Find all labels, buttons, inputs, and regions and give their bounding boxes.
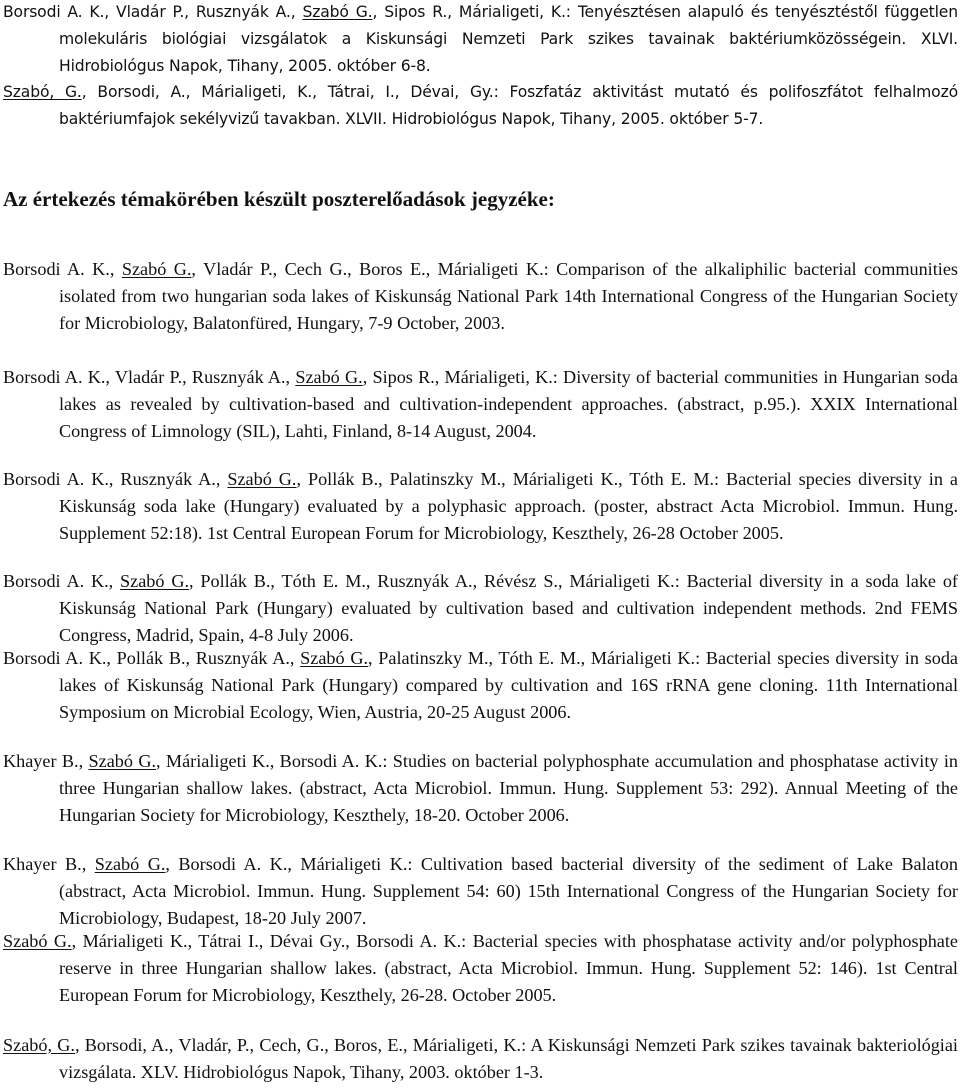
ref-authors-before: Borsodi A. K., Vladár P., Rusznyák A., — [3, 367, 296, 387]
ref-rest: , Sipos R., Márialigeti, K.: Diversity of bacterial communities in Hungarian soda lakes as revealed by cultivation-based and cultivation-independent approaches. (abstract, p.95.). XXIX International Congress of Limnology (SIL), Lahti, Finland, 8-14 August, 2004. — [59, 367, 959, 441]
ref-rest: , Sipos R., Márialigeti, K.: Tenyésztésen alapuló és tenyésztéstől független molekuláris biológiai vizsgálatok a Kiskunsági Nemzeti Park szikes tavainak baktériumközösségein. XLVI. Hidrobiológus Napok, Tihany, 2005. október 6-8. — [59, 3, 958, 75]
ref-authors-before: Borsodi A. K., Rusznyák A., — [3, 469, 228, 489]
ref-authors-before: Borsodi A. K., — [3, 259, 122, 279]
reference-item — [3, 466, 958, 546]
ref-rest: , Pollák B., Palatinszky M., Márialigeti K., Tóth E. M.: Bacterial species diversity in a Kiskunság soda lake (Hungary) evaluated by a polyphasic approach. (poster, abstract Acta Microbiol. Immun. Hung. Supplement 52:18). 1st Central European Forum for Microbiology, Keszthely, 26-28 October 2005. — [59, 469, 958, 543]
reference-item — [3, 928, 958, 1008]
ref-author-underlined: Szabó G. — [3, 931, 72, 951]
ref-author-underlined: Szabó G. — [227, 469, 297, 489]
reference-item — [3, 1032, 958, 1086]
reference-item — [3, 748, 958, 828]
ref-rest: , Borsodi, A., Márialigeti, K., Tátrai, I., Dévai, Gy.: Foszfatáz aktivitást mutató és polifoszfátot felhalmozó baktériumfajok sekélyvizű tavakban. XLVII. Hidrobiológus Napok, Tihany, 2005. október 5-7. — [59, 83, 958, 128]
ref-rest: , Márialigeti K., Borsodi A. K.: Studies on bacterial polyphosphate accumulation and phosphatase activity in three Hungarian shallow lakes. (abstract, Acta Microbiol. Immun. Hung. Supplement 53: 292). Annual Meeting of the Hungarian Society for Microbiology, Keszthely, 18-20. October 2006. — [59, 751, 958, 825]
ref-author-underlined: Szabó G. — [295, 367, 363, 387]
ref-rest: , Borsodi A. K., Márialigeti K.: Cultivation based bacterial diversity of the sediment of Lake Balaton (abstract, Acta Microbiol. Immun. Hung. Supplement 54: 60) 15th International Congress of the Hungarian Society for Microbiology, Budapest, 18-20 July 2007. — [59, 854, 958, 928]
ref-rest: , Vladár P., Cech G., Boros E., Márialigeti K.: Comparison of the alkaliphilic bacterial communities isolated from two hungarian soda lakes of Kiskunság National Park 14th International Congress of the Hungarian Society for Microbiology, Balatonfüred, Hungary, 7-9 October, 2003. — [59, 259, 958, 333]
ref-authors-before: Khayer B., — [3, 751, 89, 771]
reference-item — [3, 79, 958, 133]
ref-author-underlined: Szabó G. — [302, 3, 373, 21]
ref-authors-before: Borsodi A. K., — [3, 571, 121, 591]
ref-author-underlined: Szabó, G. — [3, 1035, 75, 1055]
ref-author-underlined: Szabó G. — [300, 648, 368, 668]
reference-item — [3, 568, 958, 648]
reference-item — [3, 645, 958, 725]
section-heading: Az értekezés témakörében készült poszterelőadások jegyzéke: — [3, 187, 555, 211]
reference-item — [3, 0, 958, 79]
ref-authors-before: Borsodi A. K., Pollák B., Rusznyák A., — [3, 648, 301, 668]
reference-item — [3, 364, 958, 444]
reference-item — [3, 851, 958, 931]
ref-authors-before: Khayer B., — [3, 854, 95, 874]
ref-rest: , Palatinszky M., Tóth E. M., Márialigeti K.: Bacterial species diversity in soda lakes of Kiskunság National Park (Hungary) compared by cultivation and 16S rRNA gene cloning. 11th International Symposium on Microbial Ecology, Wien, Austria, 20-25 August 2006. — [59, 648, 958, 722]
ref-authors-before: Borsodi A. K., Vladár P., Rusznyák A., — [3, 3, 303, 21]
ref-author-underlined: Szabó G. — [120, 571, 190, 591]
ref-rest: , Pollák B., Tóth E. M., Rusznyák A., Révész S., Márialigeti K.: Bacterial diversity in a soda lake of Kiskunság National Park (Hungary) evaluated by cultivation based and cultivation independent methods. 2nd FEMS Congress, Madrid, Spain, 4-8 July 2006. — [59, 571, 958, 645]
ref-author-underlined: Szabó G. — [94, 854, 166, 874]
ref-author-underlined: Szabó G. — [121, 259, 192, 279]
ref-author-underlined: Szabó G. — [88, 751, 156, 771]
ref-rest: , Borsodi, A., Vladár, P., Cech, G., Boros, E., Márialigeti, K.: A Kiskunsági Nemzeti Park szikes tavainak bakteriológiai vizsgálata. XLV. Hidrobiológus Napok, Tihany, 2003. október 1-3. — [59, 1035, 958, 1082]
reference-item — [3, 256, 958, 336]
ref-rest: , Márialigeti K., Tátrai I., Dévai Gy., Borsodi A. K.: Bacterial species with phosphatase activity and/or polyphosphate reserve in three Hungarian shallow lakes. (abstract, Acta Microbiol. Immun. Hung. Supplement 52: 146). 1st Central European Forum for Microbiology, Keszthely, 26-28. October 2005. — [59, 931, 958, 1005]
ref-author-underlined: Szabó, G. — [3, 83, 82, 101]
